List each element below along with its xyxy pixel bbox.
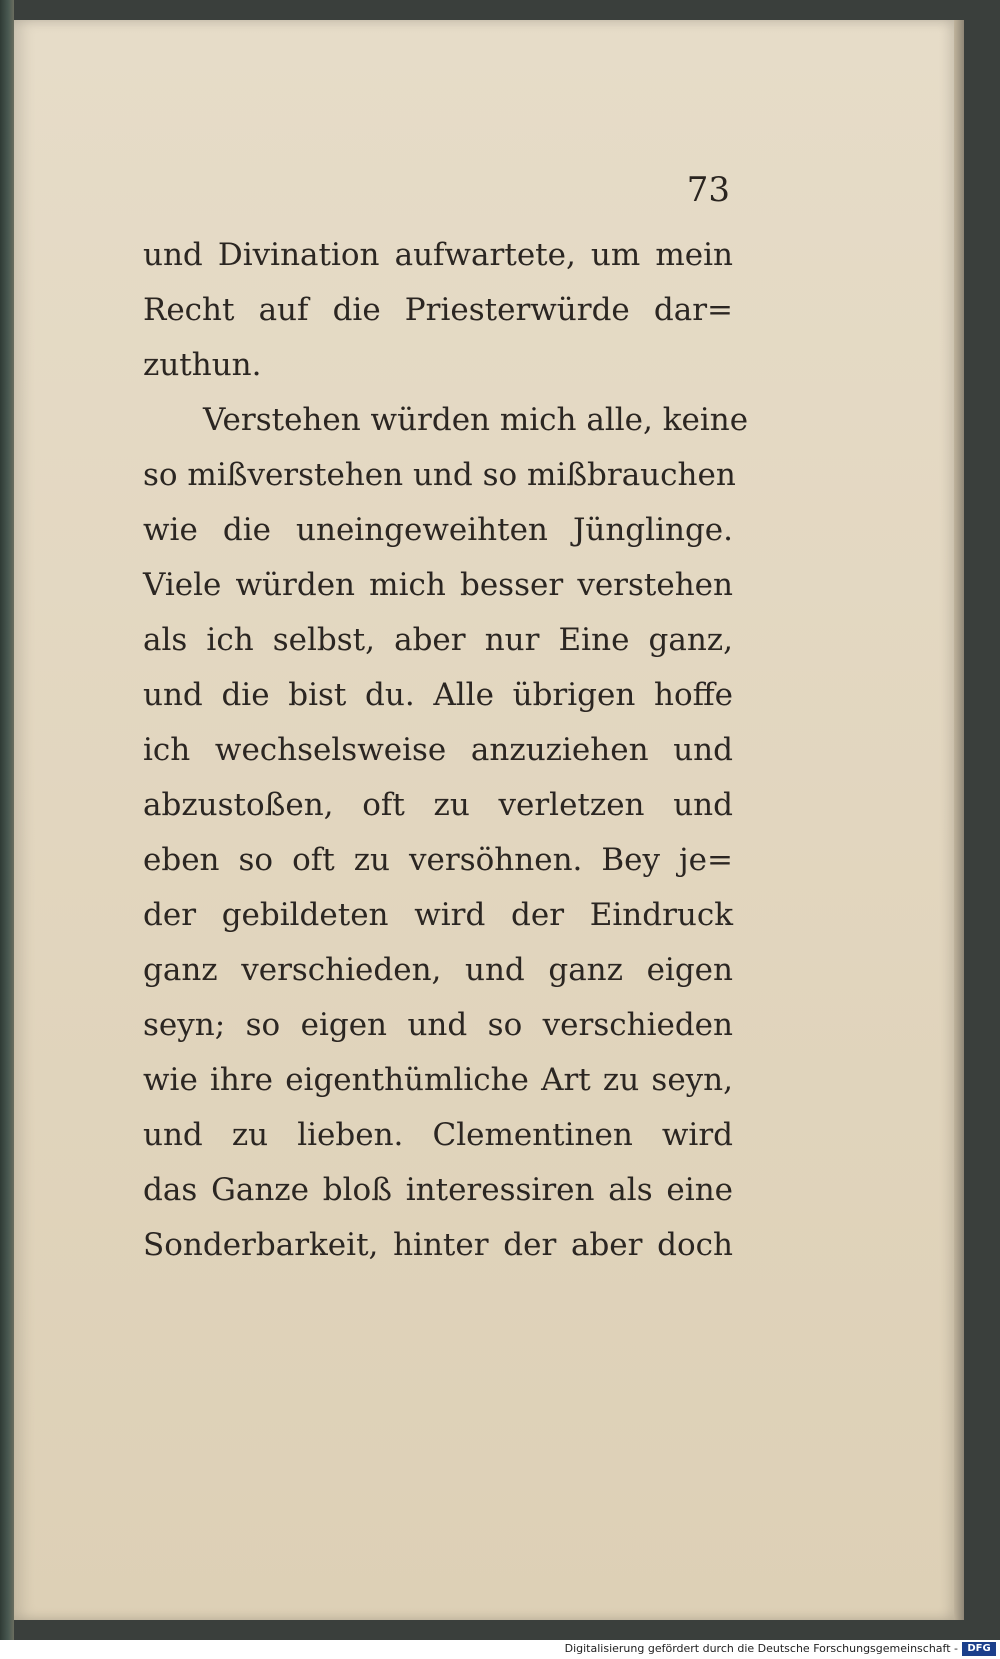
body-text	[143, 228, 749, 1273]
text-line: zuthun.	[143, 347, 262, 383]
text-line: als ich selbst, aber nur Eine ganz,	[143, 622, 733, 658]
book-spine	[0, 0, 14, 1640]
text-line: Sonderbarkeit, hinter der aber doch	[143, 1227, 733, 1263]
text-line: Recht auf die Priesterwürde dar=	[143, 292, 733, 328]
text-line: eben so oft zu versöhnen. Bey je=	[143, 842, 733, 878]
text-line: ganz verschieden, und ganz eigen	[143, 952, 733, 988]
text-line: Viele würden mich besser verstehen	[143, 567, 733, 603]
text-line: und Divination aufwartete, um mein	[143, 237, 733, 273]
text-line: und zu lieben. Clementinen wird	[143, 1117, 733, 1153]
page-edge	[954, 20, 964, 1620]
text-line: ich wechselsweise anzuziehen und	[143, 732, 733, 768]
text-line: seyn; so eigen und so verschieden	[143, 1007, 733, 1043]
text-line: der gebildeten wird der Eindruck	[143, 897, 733, 933]
dfg-logo: DFG	[962, 1642, 996, 1656]
digitization-credit: Digitalisierung gefördert durch die Deutsche Forschungsgemeinschaft -	[564, 1642, 958, 1655]
text-line: das Ganze bloß interessiren als eine	[143, 1172, 733, 1208]
text-line: Verstehen würden mich alle, keine	[203, 402, 749, 438]
text-line: abzustoßen, oft zu verletzen und	[143, 787, 733, 823]
text-line: wie die uneingeweihten Jünglinge.	[143, 512, 733, 548]
text-line: so mißverstehen und so mißbrauchen	[143, 457, 736, 493]
page-number: 73	[686, 170, 730, 210]
text-line: wie ihre eigenthümliche Art zu seyn,	[143, 1062, 733, 1098]
text-line: und die bist du. Alle übrigen hoffe	[143, 677, 733, 713]
